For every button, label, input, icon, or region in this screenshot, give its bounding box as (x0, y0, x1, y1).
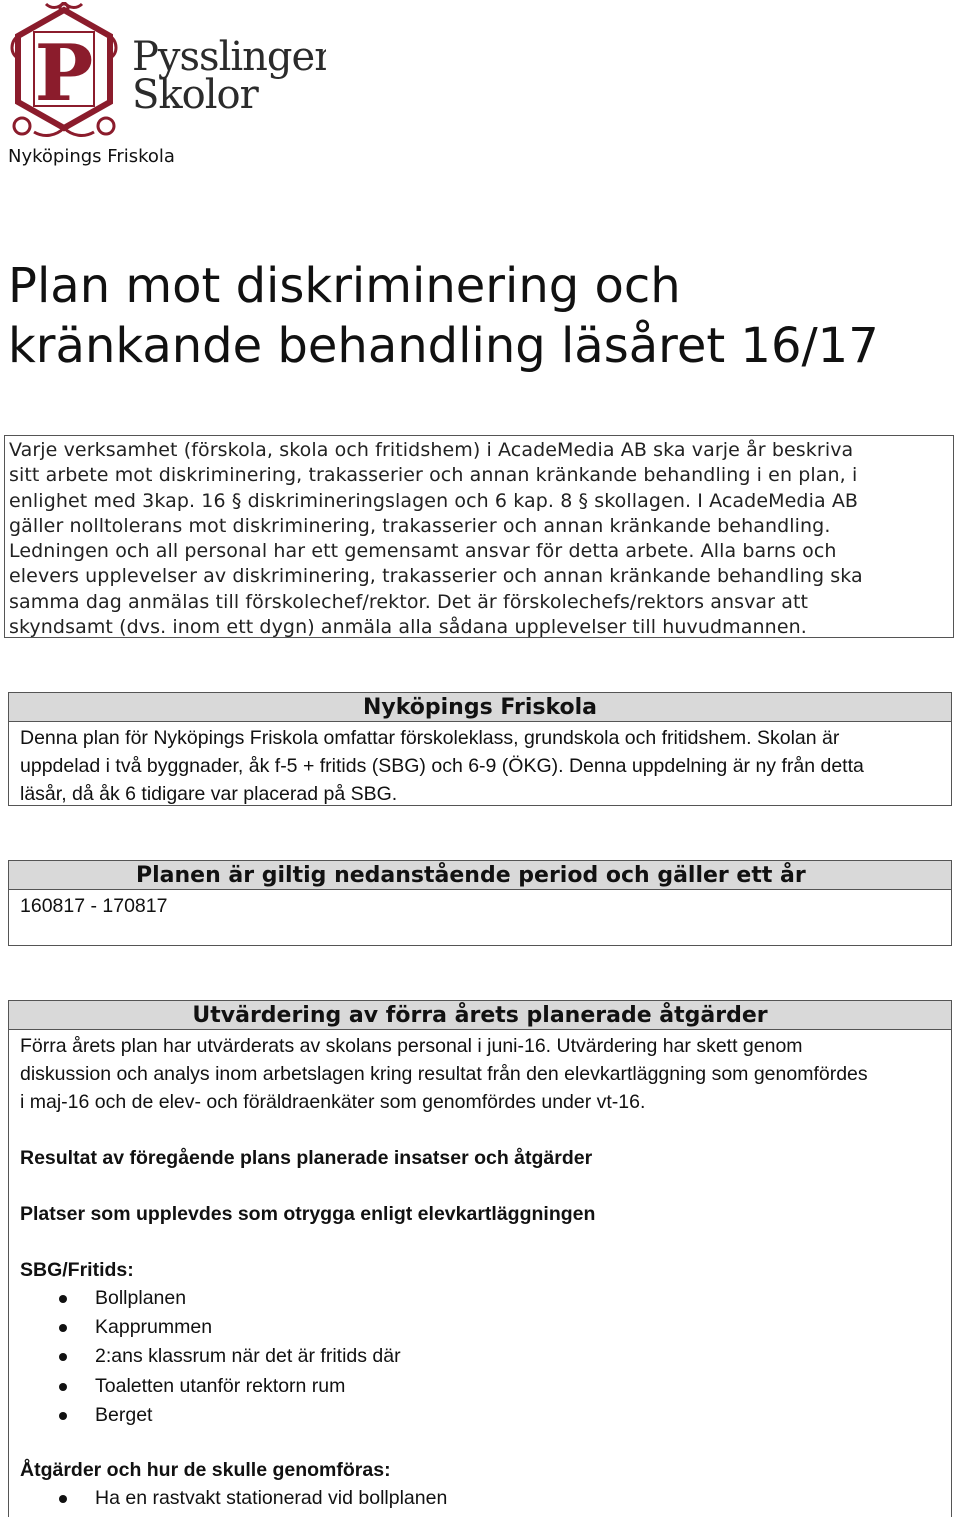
intro-text-box (4, 435, 954, 638)
results-heading: Resultat av föregående plans planerade insatser och åtgärder (20, 1147, 593, 1169)
intro-line: Varje verksamhet (förskola, skola och fritidshem) i AcadeMedia AB ska varje år beskriva (9, 439, 854, 461)
bullet-icon (59, 1353, 67, 1361)
title-line: kränkande behandling läsåret 16/17 (8, 318, 879, 374)
body-line: i maj-16 och de elev- och föräldraenkäter som genomfördes under vt-16. (20, 1091, 646, 1113)
title-line: Plan mot diskriminering och (8, 258, 681, 314)
intro-line: enlighet med 3kap. 16 § diskrimineringslagen och 6 kap. 8 § skollagen. I AcadeMedia AB (9, 489, 859, 512)
section-header: Nyköpings Friskola (9, 693, 951, 722)
actions-list (20, 1484, 941, 1513)
body-line: läsår, då åk 6 tidigare var placerad på SBG. (20, 783, 398, 805)
list-item: Bollplanen (20, 1284, 941, 1313)
evaluation-section (8, 1000, 952, 1517)
svg-text:Skolor: Skolor (132, 72, 258, 118)
section-header: Planen är giltig nedanstående period och gäller ett år (9, 861, 951, 890)
section-body (9, 722, 951, 808)
intro-line: Ledningen och all personal har ett gemensamt ansvar för detta arbete. Alla barns och (9, 540, 837, 563)
intro-line: skyndsamt (dvs. inom ett dygn) anmäla alla sådana upplevelser till huvudmannen. (9, 616, 807, 639)
svg-text:Pysslingen: Pysslingen (132, 34, 326, 80)
svg-text:P: P (34, 28, 94, 119)
intro-line: elevers upplevelser av diskriminering, trakasserier och annan kränkande behandling ska (9, 565, 863, 588)
body-line: diskussion och analys inom arbetslagen kring resultat från den elevkartläggning som genomfördes (20, 1063, 868, 1085)
bullet-icon (59, 1412, 67, 1420)
bullet-icon (59, 1383, 67, 1391)
intro-line: sitt arbete mot diskriminering, trakasserier och annan kränkande behandling i en plan, i (9, 464, 858, 487)
pysslingen-logo (6, 2, 326, 144)
intro-line: samma dag anmälas till förskolechef/rektor. Det är förskolechefs/rektors ansvar att (9, 590, 809, 613)
validity-period: 160817 - 170817 (20, 895, 168, 917)
list-item: Toaletten utanför rektorn rum (20, 1372, 941, 1401)
validity-section (8, 860, 952, 946)
document-title (8, 256, 879, 376)
list-item: Kapprummen (20, 1313, 941, 1342)
intro-line: gäller nolltolerans mot diskriminering, trakasserier och annan kränkande behandling. (9, 514, 831, 537)
actions-heading: Åtgärder och hur de skulle genomföras: (20, 1458, 391, 1481)
bullet-icon (59, 1295, 67, 1303)
list-item: Berget (20, 1401, 941, 1430)
bullet-icon (59, 1495, 67, 1503)
bullet-icon (59, 1324, 67, 1332)
section-body (9, 890, 951, 920)
sbg-places-list (20, 1284, 941, 1430)
body-line: uppdelad i två byggnader, åk f-5 + fritids (SBG) och 6-9 (ÖKG). Denna uppdelning är ny från detta (20, 755, 864, 777)
section-header: Utvärdering av förra årets planerade åtgärder (9, 1001, 951, 1030)
sbg-heading: SBG/Fritids: (20, 1259, 134, 1281)
unsafe-places-heading: Platser som upplevdes som otrygga enligt elevkartläggningen (20, 1203, 596, 1225)
school-name: Nyköpings Friskola (8, 146, 175, 167)
body-line: Förra årets plan har utvärderats av skolans personal i juni-16. Utvärdering har skett genom (20, 1035, 803, 1057)
school-section (8, 692, 952, 806)
section-body (9, 1030, 951, 1513)
pysslingen-emblem-icon (6, 2, 326, 144)
list-item: Ha en rastvakt stationerad vid bollplanen (20, 1484, 941, 1513)
body-line: Denna plan för Nyköpings Friskola omfattar förskoleklass, grundskola och fritidshem. Skolan är (20, 727, 840, 749)
list-item: 2:ans klassrum när det är fritids där (20, 1342, 941, 1371)
